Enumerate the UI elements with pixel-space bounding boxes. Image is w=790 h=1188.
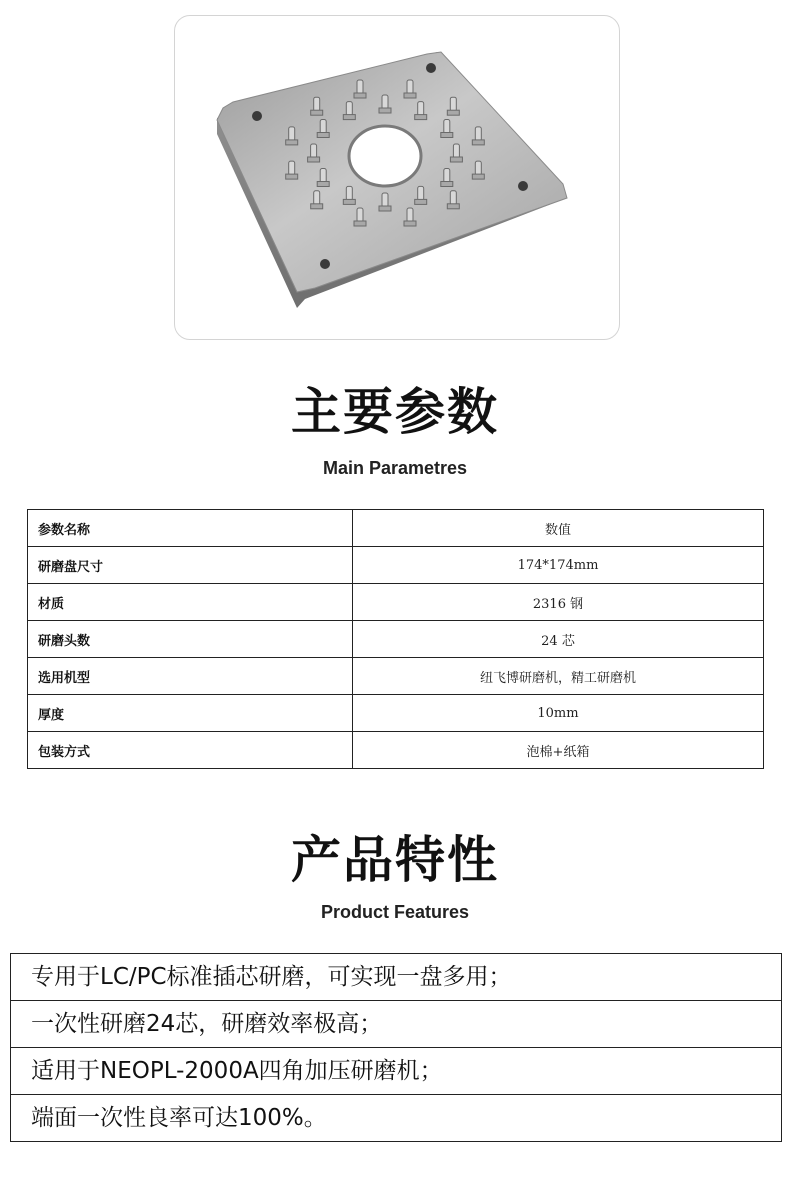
- main-parameters-subtitle: Main Parametres: [322, 458, 468, 478]
- table-row: [28, 547, 764, 584]
- fiber-holder-base: [447, 110, 459, 115]
- fiber-holder-base: [311, 110, 323, 115]
- fiber-holder: [382, 95, 388, 109]
- fiber-holder-base: [447, 204, 459, 209]
- fiber-holder-base: [379, 108, 391, 113]
- fiber-holder-base: [379, 206, 391, 211]
- fiber-holder: [311, 144, 317, 158]
- header-name-cell: 参数名称: [28, 510, 353, 547]
- header-value-cell: 数值: [353, 510, 764, 547]
- fiber-holder: [418, 102, 424, 116]
- fiber-holder-base: [415, 199, 427, 204]
- fiber-holder: [475, 161, 481, 175]
- fiber-holder-base: [311, 204, 323, 209]
- table-header-row: [28, 510, 764, 547]
- table-row: [28, 658, 764, 695]
- fiber-holder: [450, 191, 456, 205]
- fiber-holder: [475, 127, 481, 141]
- polishing-plate-image: [175, 16, 619, 339]
- fiber-holder-base: [441, 182, 453, 187]
- param-name: 研磨头数: [28, 621, 353, 658]
- table-row: [28, 621, 764, 658]
- table-row: [28, 584, 764, 621]
- fiber-holder-base: [472, 174, 484, 179]
- center-hole: [349, 126, 421, 186]
- fiber-holder: [382, 193, 388, 207]
- fiber-holder: [320, 169, 326, 183]
- fiber-holder: [346, 186, 352, 200]
- fiber-holder: [407, 208, 413, 222]
- feature-item: 专用于LC/PC标准插芯研磨，可实现一盘多用；: [31, 964, 512, 990]
- fiber-holder-base: [286, 174, 298, 179]
- product-photo-card: [174, 15, 620, 340]
- param-value: 10mm: [353, 695, 764, 732]
- fiber-holder-base: [441, 133, 453, 138]
- fiber-holder-base: [404, 221, 416, 226]
- fiber-holder: [450, 97, 456, 111]
- fiber-holder: [357, 208, 363, 222]
- param-name: 厚度: [28, 695, 353, 732]
- feature-item: 适用于NEOPL-2000A四角加压研磨机；: [11, 1047, 781, 1094]
- fiber-holder-base: [317, 133, 329, 138]
- fiber-holder: [314, 97, 320, 111]
- product-features-subtitle: Product Features: [320, 902, 470, 922]
- fiber-holder: [289, 161, 295, 175]
- fiber-holder: [289, 127, 295, 141]
- fiber-holder-base: [354, 93, 366, 98]
- parameters-table: [27, 509, 764, 769]
- param-value: 24 芯: [353, 621, 764, 658]
- fiber-holder-base: [308, 157, 320, 162]
- fiber-holder: [407, 80, 413, 94]
- table-row: [28, 695, 764, 732]
- fiber-holder: [346, 102, 352, 116]
- fiber-holder-base: [404, 93, 416, 98]
- param-name: 选用机型: [28, 658, 353, 695]
- fiber-holder: [453, 144, 459, 158]
- param-value: 2316 钢: [353, 584, 764, 621]
- fiber-holder: [320, 120, 326, 134]
- fiber-holder-base: [343, 115, 355, 120]
- fiber-holder-base: [286, 140, 298, 145]
- param-value: 泡棉+纸箱: [353, 732, 764, 769]
- table-row: [28, 732, 764, 769]
- fiber-holder: [444, 120, 450, 134]
- param-name: 材质: [28, 584, 353, 621]
- feature-item: 端面一次性良率可达100%。: [11, 1094, 781, 1141]
- fiber-holder-base: [472, 140, 484, 145]
- features-list: [10, 953, 782, 1142]
- param-name: 包装方式: [28, 732, 353, 769]
- main-parameters-title: 主要参数: [291, 383, 499, 441]
- fiber-holder: [418, 186, 424, 200]
- feature-item: 一次性研磨24芯，研磨效率极高；: [11, 1000, 781, 1047]
- param-value: 纽飞博研磨机，精工研磨机: [353, 658, 764, 695]
- fiber-holder-base: [415, 115, 427, 120]
- fiber-holder-base: [450, 157, 462, 162]
- param-name: 研磨盘尺寸: [28, 547, 353, 584]
- fiber-holder-base: [317, 182, 329, 187]
- fiber-holder-base: [343, 199, 355, 204]
- fiber-holder: [314, 191, 320, 205]
- product-features-title: 产品特性: [291, 831, 499, 889]
- param-value: 174*174mm: [353, 547, 764, 584]
- fiber-holder: [357, 80, 363, 94]
- fiber-holder-base: [354, 221, 366, 226]
- fiber-holder: [444, 169, 450, 183]
